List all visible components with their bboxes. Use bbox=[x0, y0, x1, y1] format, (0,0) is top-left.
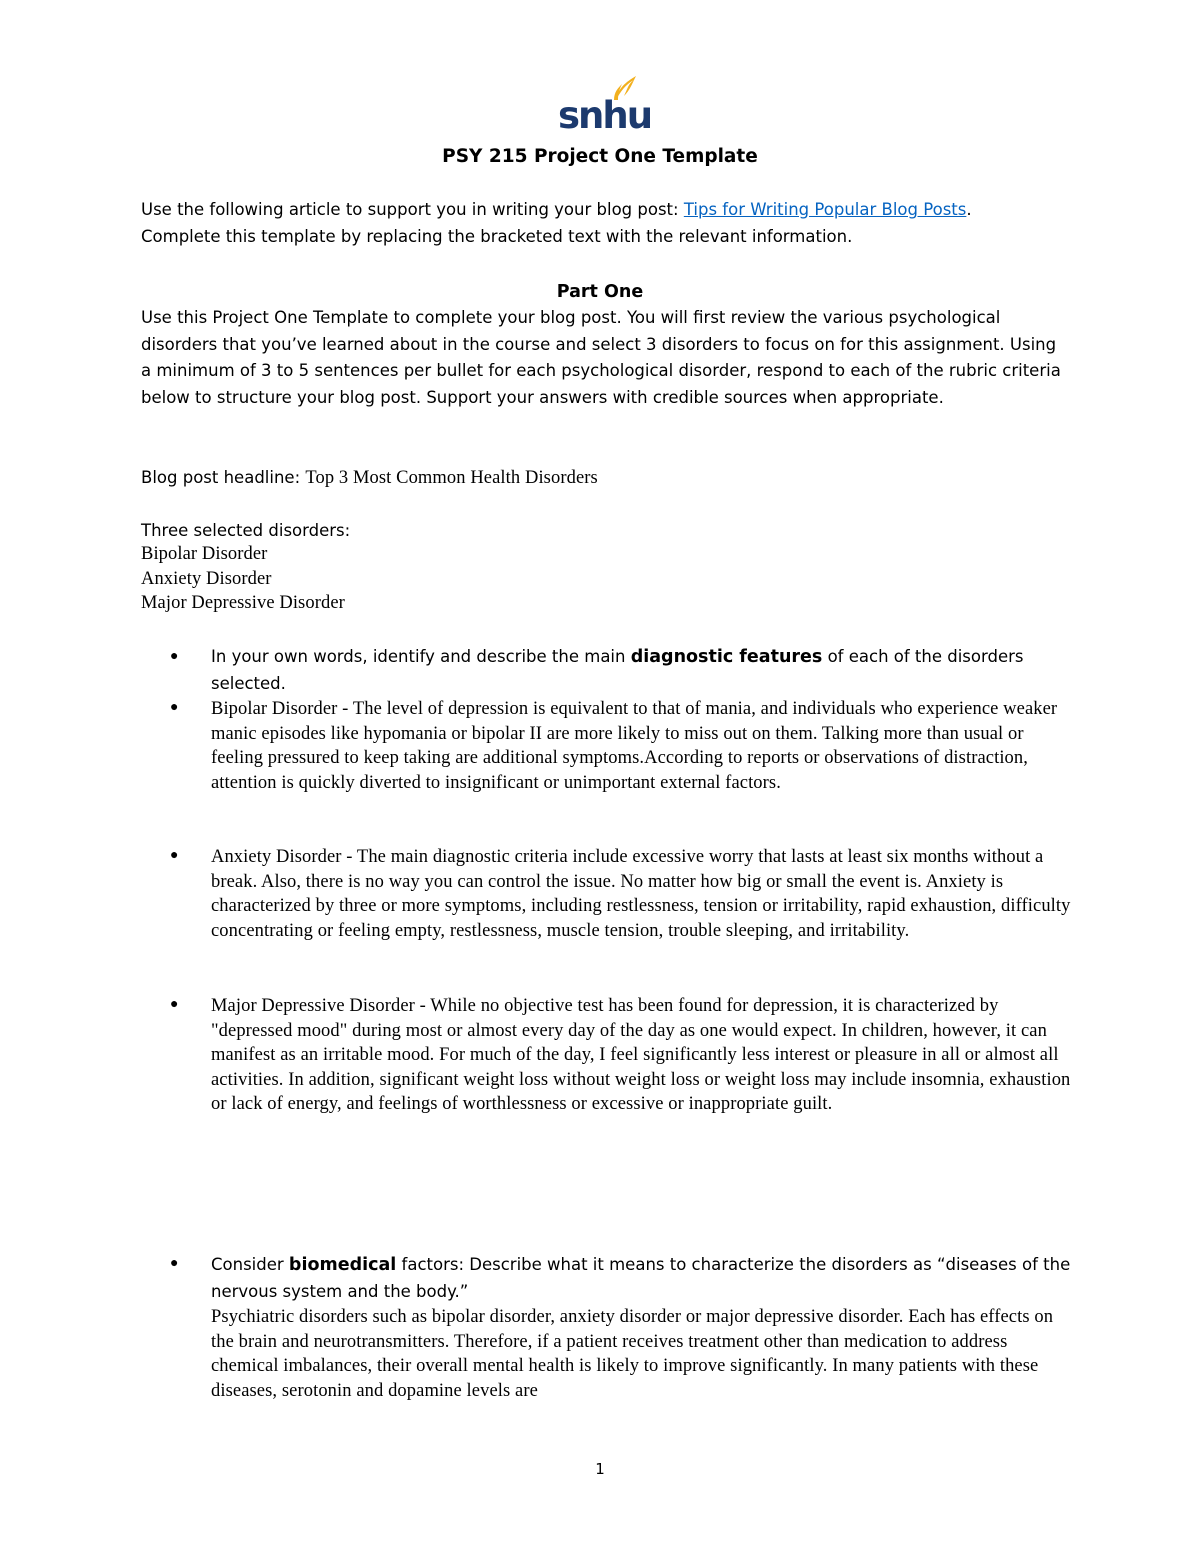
prompt-keyword: biomedical bbox=[288, 1255, 397, 1275]
disorder-item: Major Depressive Disorder bbox=[141, 593, 345, 614]
bullet-icon: ● bbox=[170, 700, 179, 715]
article-link[interactable]: Tips for Writing Popular Blog Posts bbox=[683, 200, 967, 219]
part-one-heading: Part One bbox=[556, 282, 644, 302]
document-title: PSY 215 Project One Template bbox=[442, 146, 758, 167]
intro-paragraph bbox=[141, 197, 1071, 250]
biomedical-prompt bbox=[211, 1252, 1071, 1305]
biomedical-section bbox=[211, 1252, 1071, 1403]
intro-instructions: Complete this template by replacing the bracketed text with the relevant information. bbox=[141, 226, 853, 246]
headline-label: Blog post headline: bbox=[141, 468, 306, 487]
bullet-icon: ● bbox=[170, 997, 179, 1012]
prompt-text: In your own words, identify and describe the main bbox=[211, 647, 631, 666]
prompt-text: factors: Describe what it means to characterize the disorders as “diseases of the nervous system and the body.” bbox=[211, 1255, 1071, 1301]
disorders-label: Three selected disorders: bbox=[141, 521, 351, 540]
flame-icon bbox=[556, 74, 652, 137]
prompt-text: Consider bbox=[211, 1255, 289, 1274]
diagnostic-features-prompt bbox=[211, 644, 1071, 697]
page-number: 1 bbox=[595, 1460, 605, 1478]
headline-value: Top 3 Most Common Health Disorders bbox=[305, 468, 598, 488]
disorders-list bbox=[141, 542, 345, 616]
anxiety-description: Anxiety Disorder - The main diagnostic criteria include excessive worry that lasts at least six months without a break. Also, there is no way you can control the issue. No matter how big or small the event is. Anxiety is characterized by three or more symptoms, including restlessness, tension or irritability, rapid exhaustion, difficulty concentrating or feeling empty, restlessness, muscle tension, trouble sleeping, and irritability. bbox=[211, 847, 1071, 941]
bipolar-description: Bipolar Disorder - The level of depression is equivalent to that of mania, and individuals who experience weaker manic episodes like hypomania or bipolar II are more likely to miss out on them. Talking more than usual or feeling pressured to keep taking are additional symptoms.According to reports or observations of distraction, attention is quickly diverted to insignificant or unimportant external factors. bbox=[211, 699, 1058, 793]
disorder-item: Bipolar Disorder bbox=[141, 544, 268, 564]
snhu-logo bbox=[556, 74, 652, 137]
biomedical-answer: Psychiatric disorders such as bipolar disorder, anxiety disorder or major depressive disorder. Each has effects on the brain and neurotransmitters. Therefore, if a patient receives treatment other than medication to address chemical imbalances, their overall mental health is likely to improve significantly. In many patients with these diseases, serotonin and dopamine levels are bbox=[211, 1307, 1054, 1401]
intro-period: . bbox=[966, 200, 972, 219]
depressive-description: Major Depressive Disorder - While no objective test has been found for depression, it is characterized by "depressed mood" during most or almost every day of the day as one would expect. In children, however, it can manifest as an irritable mood. For much of the day, I feel significantly less interest or pleasure in all or almost all activities. In addition, significant weight loss without weight loss or weight loss may include insomnia, exhaustion or lack of energy, and feelings of worthlessness or excessive or inappropriate guilt. bbox=[211, 996, 1071, 1115]
bullet-icon: ● bbox=[170, 848, 179, 863]
intro-lead: Use the following article to support you in writing your blog post: bbox=[141, 200, 684, 219]
part-one-instructions: Use this Project One Template to complete your blog post. You will first review the various psychological disorders that you’ve learned about in the course and select 3 disorders to focus on for this assignment. Using a minimum of 3 to 5 sentences per bullet for each psychological disorder, respond to each of the rubric criteria below to structure your blog post. Support your answers with credible sources when appropriate. bbox=[141, 308, 1061, 407]
prompt-keyword: diagnostic features bbox=[630, 647, 823, 667]
bullet-icon: ● bbox=[170, 1256, 179, 1271]
disorder-item: Anxiety Disorder bbox=[141, 568, 272, 589]
prompt-text: of each of the disorders selected. bbox=[211, 647, 1024, 693]
bullet-icon: ● bbox=[170, 649, 179, 664]
logo-text: snhu bbox=[558, 94, 652, 137]
blog-headline bbox=[141, 465, 1071, 492]
